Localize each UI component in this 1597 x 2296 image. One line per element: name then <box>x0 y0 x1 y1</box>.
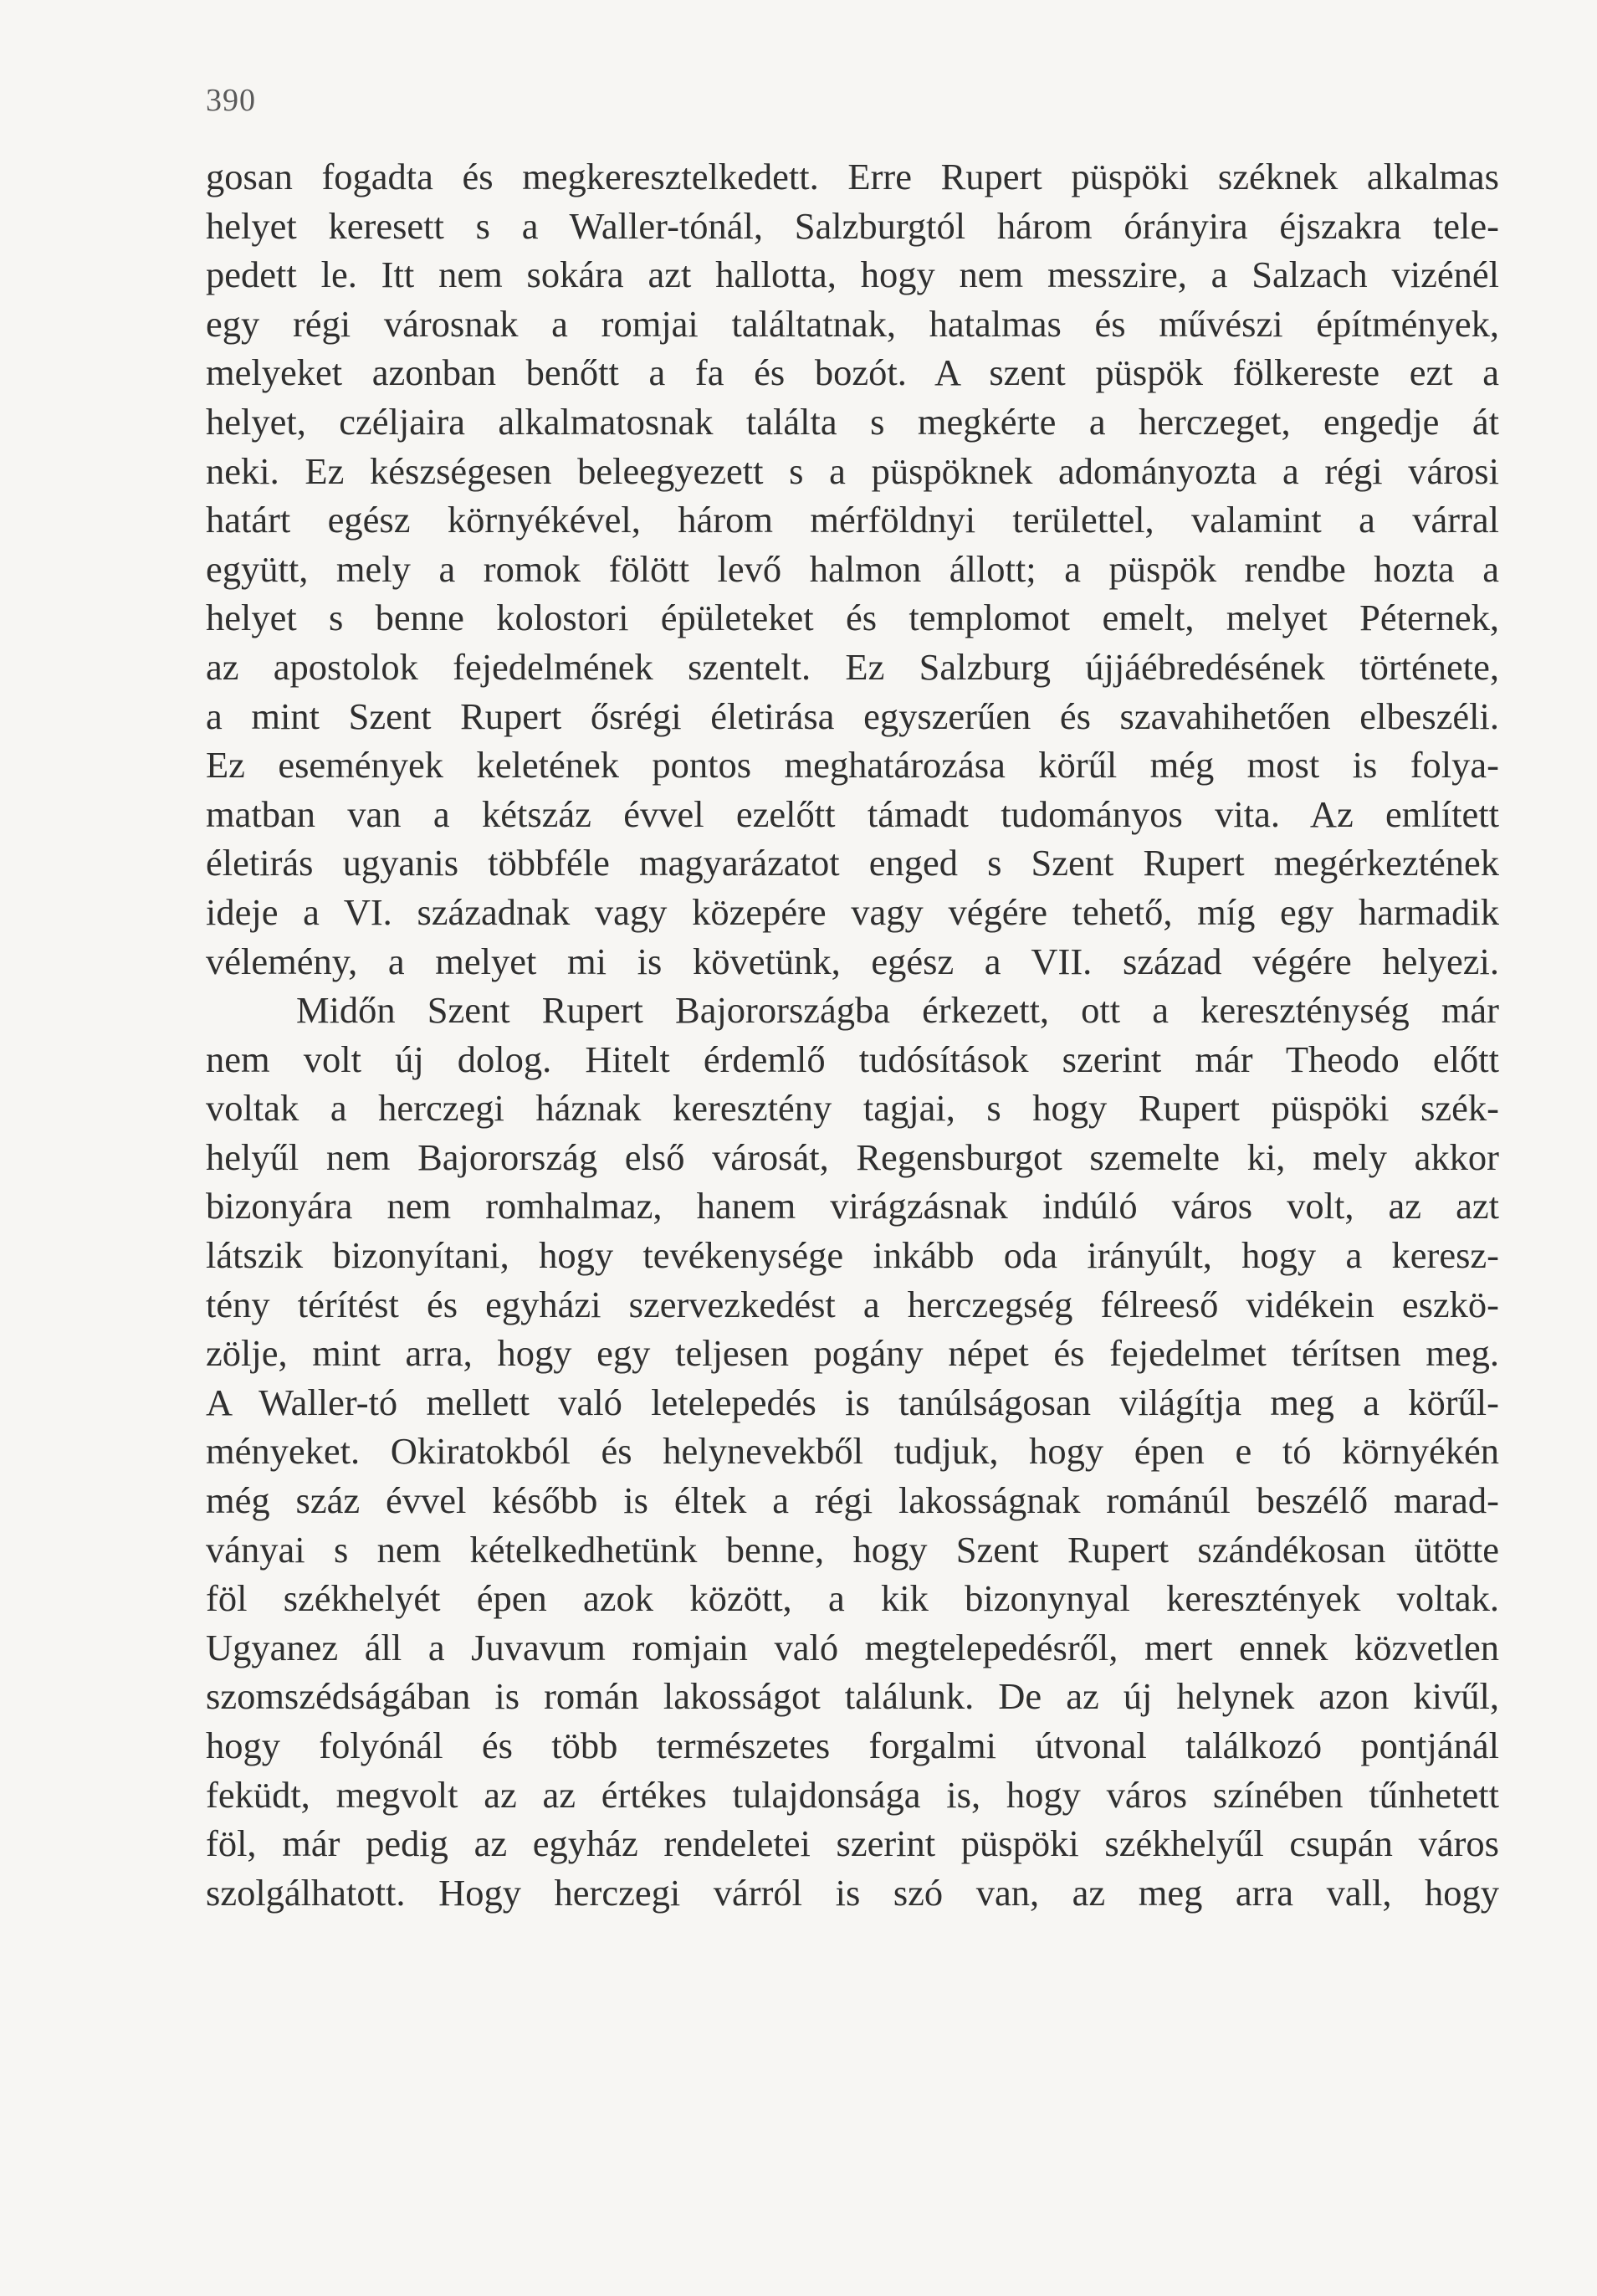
text-line: az apostolok fejedelmének szentelt. Ez Salzburg újjáébredésének története, <box>206 645 1499 688</box>
text-line: pedett le. Itt nem sokára azt hallotta, hogy nem messzire, a Salzach vizénél <box>206 254 1499 296</box>
text-line: határt egész környékével, három mérföldnyi területtel, valamint a várral <box>206 499 1499 541</box>
text-line: gosan fogadta és megkeresztelkedett. Erre Rupert püspöki széknek alkalmas <box>206 156 1499 197</box>
text-line: életirás ugyanis többféle magyarázatot enged s Szent Rupert megérkeztének <box>206 842 1499 884</box>
text-line: A Waller-tó mellett való letelepedés is tanúlságosan világítja meg a körűl- <box>206 1381 1499 1423</box>
text-line: helyet s benne kolostori épületeket és templomot emelt, melyet Péternek, <box>206 597 1499 639</box>
text-line: Ugyanez áll a Juvavum romjain való megtelepedésről, mert ennek közvetlen <box>206 1626 1499 1668</box>
text-line: még száz évvel később is éltek a régi lakosságnak románúl beszélő marad- <box>206 1479 1499 1522</box>
body-text <box>206 152 1499 1917</box>
text-line: melyeket azonban benőtt a fa és bozót. A szent püspök fölkereste ezt a <box>206 351 1499 394</box>
page-number: 390 <box>206 83 256 118</box>
text-line: bizonyára nem romhalmaz, hanem virágzásnak indúló város volt, az azt <box>206 1185 1499 1227</box>
text-line: nem volt új dolog. Hitelt érdemlő tudósítások szerint már Theodo előtt <box>206 1038 1499 1080</box>
text-line: a mint Szent Rupert ősrégi életirása egyszerűen és szavahihetően elbeszéli. <box>206 694 1499 737</box>
text-line: helyet keresett s a Waller-tónál, Salzburgtól három órányira éjszakra tele- <box>206 204 1499 247</box>
text-line: helyet, czéljaira alkalmatosnak találta s megkérte a herczeget, engedje át <box>206 400 1499 443</box>
text-line: helyűl nem Bajorország első városát, Regensburgot szemelte ki, mely akkor <box>206 1135 1499 1178</box>
text-line: neki. Ez készségesen beleegyezett s a püspöknek adományozta a régi városi <box>206 449 1499 492</box>
text-line: szolgálhatott. Hogy herczegi várról is szó van, az meg arra vall, hogy <box>206 1871 1499 1914</box>
text-line: Midőn Szent Rupert Bajorországba érkezett, ott a kereszténység már <box>296 989 1499 1032</box>
text-line: ideje a VI. századnak vagy közepére vagy végére tehető, míg egy harmadik <box>206 890 1499 933</box>
text-line: hogy folyónál és több természetes forgalmi útvonal találkozó pontjánál <box>206 1725 1499 1766</box>
text-line: látszik bizonyítani, hogy tevékenysége inkább oda irányúlt, hogy a keresz- <box>206 1234 1499 1277</box>
text-line: Ez események keletének pontos meghatározása körűl még most is folya- <box>206 744 1499 787</box>
text-line: együtt, mely a romok fölött levő halmon állott; a püspök rendbe hozta a <box>206 547 1499 590</box>
text-line: tény térítést és egyházi szervezkedést a herczegség félreeső vidékein eszkö- <box>206 1283 1499 1325</box>
text-line: voltak a herczegi háznak keresztény tagjai, s hogy Rupert püspöki szék- <box>206 1087 1499 1130</box>
text-line: ványai s nem kételkedhetünk benne, hogy Szent Rupert szándékosan ütötte <box>206 1528 1499 1571</box>
text-line: föl székhelyét épen azok között, a kik bizonynyal keresztények voltak. <box>206 1577 1499 1620</box>
text-line: zölje, mint arra, hogy egy teljesen pogány népet és fejedelmet térítsen meg. <box>206 1332 1499 1375</box>
text-line: matban van a kétszáz évvel ezelőtt támadt tudományos vita. Az említett <box>206 792 1499 835</box>
text-line: egy régi városnak a romjai találtatnak, hatalmas és művészi építmények, <box>206 302 1499 345</box>
text-line: szomszédságában is román lakosságot találunk. De az új helynek azon kivűl, <box>206 1675 1499 1718</box>
text-line: feküdt, megvolt az az értékes tulajdonsága is, hogy város színében tűnhetett <box>206 1773 1499 1816</box>
text-line: ményeket. Okiratokból és helynevekből tudjuk, hogy épen e tó környékén <box>206 1430 1499 1473</box>
text-line: vélemény, a melyet mi is követünk, egész a VII. század végére helyezi. <box>206 940 1499 982</box>
text-line: föl, már pedig az egyház rendeletei szerint püspöki székhelyűl csupán város <box>206 1822 1499 1865</box>
